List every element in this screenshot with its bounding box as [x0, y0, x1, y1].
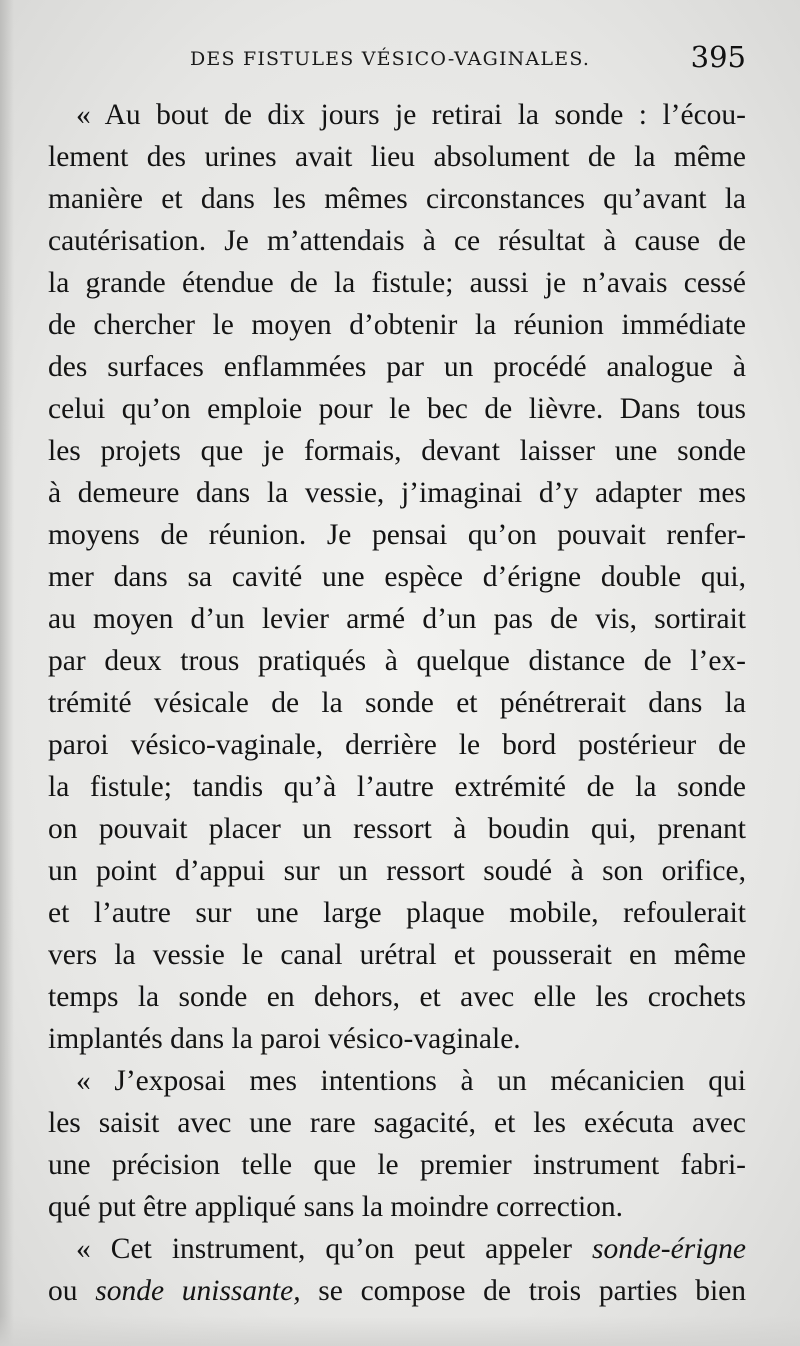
page-header — [48, 40, 746, 78]
text-line-mixed — [48, 1270, 746, 1312]
text-run: ou — [48, 1275, 96, 1307]
text-line: mer dans sa cavité une espèce d’érigne double qui, — [48, 561, 746, 593]
body-text — [48, 94, 746, 1312]
text-line: moyens de réunion. Je pensai qu’on pouvait renfer- — [48, 519, 746, 551]
text-line: lement des urines avait lieu absolument de la même — [48, 141, 746, 173]
italic-term: sonde unissante, — [95, 1275, 301, 1307]
text-line: « Au bout de dix jours je retirai la sonde : l’écou- — [76, 99, 746, 131]
text-line: implantés dans la paroi vésico-vaginale. — [48, 1023, 521, 1055]
text-run: « Cet instrument, qu’on peut appeler — [76, 1233, 592, 1265]
running-title: DES FISTULES VÉSICO-VAGINALES. — [190, 48, 591, 70]
text-line: cautérisation. Je m’attendais à ce résultat à cause de — [48, 225, 746, 257]
text-line: les projets que je formais, devant laisser une sonde — [48, 435, 746, 467]
page-number: 395 — [690, 40, 746, 74]
text-line: un point d’appui sur un ressort soudé à son orifice, — [48, 855, 746, 887]
text-line: la fistule; tandis qu’à l’autre extrémité de la sonde — [48, 771, 746, 803]
text-line: paroi vésico-vaginale, derrière le bord postérieur de — [48, 729, 746, 761]
text-line: celui qu’on emploie pour le bec de lièvre. Dans tous — [48, 393, 746, 425]
text-line: trémité vésicale de la sonde et pénétrerait dans la — [48, 687, 746, 719]
text-line: la grande étendue de la fistule; aussi je n’avais cessé — [48, 267, 746, 299]
text-line: de chercher le moyen d’obtenir la réunion immédiate — [48, 309, 746, 341]
text-line: « J’exposai mes intentions à un mécanicien qui — [76, 1065, 746, 1097]
text-line: à demeure dans la vessie, j’imaginai d’y adapter mes — [48, 477, 746, 509]
text-line: par deux trous pratiqués à quelque distance de l’ex- — [48, 645, 746, 677]
text-line: une précision telle que le premier instrument fabri- — [48, 1149, 746, 1181]
text-line: et l’autre sur une large plaque mobile, refoulerait — [48, 897, 746, 929]
text-line: au moyen d’un levier armé d’un pas de vis, sortirait — [48, 603, 746, 635]
text-line: des surfaces enflammées par un procédé analogue à — [48, 351, 746, 383]
text-line: les saisit avec une rare sagacité, et les exécuta avec — [48, 1107, 746, 1139]
text-line: vers la vessie le canal urétral et pousserait en même — [48, 939, 746, 971]
italic-term: sonde-érigne — [591, 1233, 746, 1265]
page-spine-shadow — [0, 0, 14, 1346]
text-line: temps la sonde en dehors, et avec elle les crochets — [48, 981, 746, 1013]
text-line: qué put être appliqué sans la moindre correction. — [48, 1191, 624, 1223]
text-line: on pouvait placer un ressort à boudin qui, prenant — [48, 813, 746, 845]
text-line: manière et dans les mêmes circonstances qu’avant la — [48, 183, 746, 215]
text-run: se compose de trois parties bien — [300, 1275, 746, 1307]
text-line-mixed — [48, 1228, 746, 1270]
